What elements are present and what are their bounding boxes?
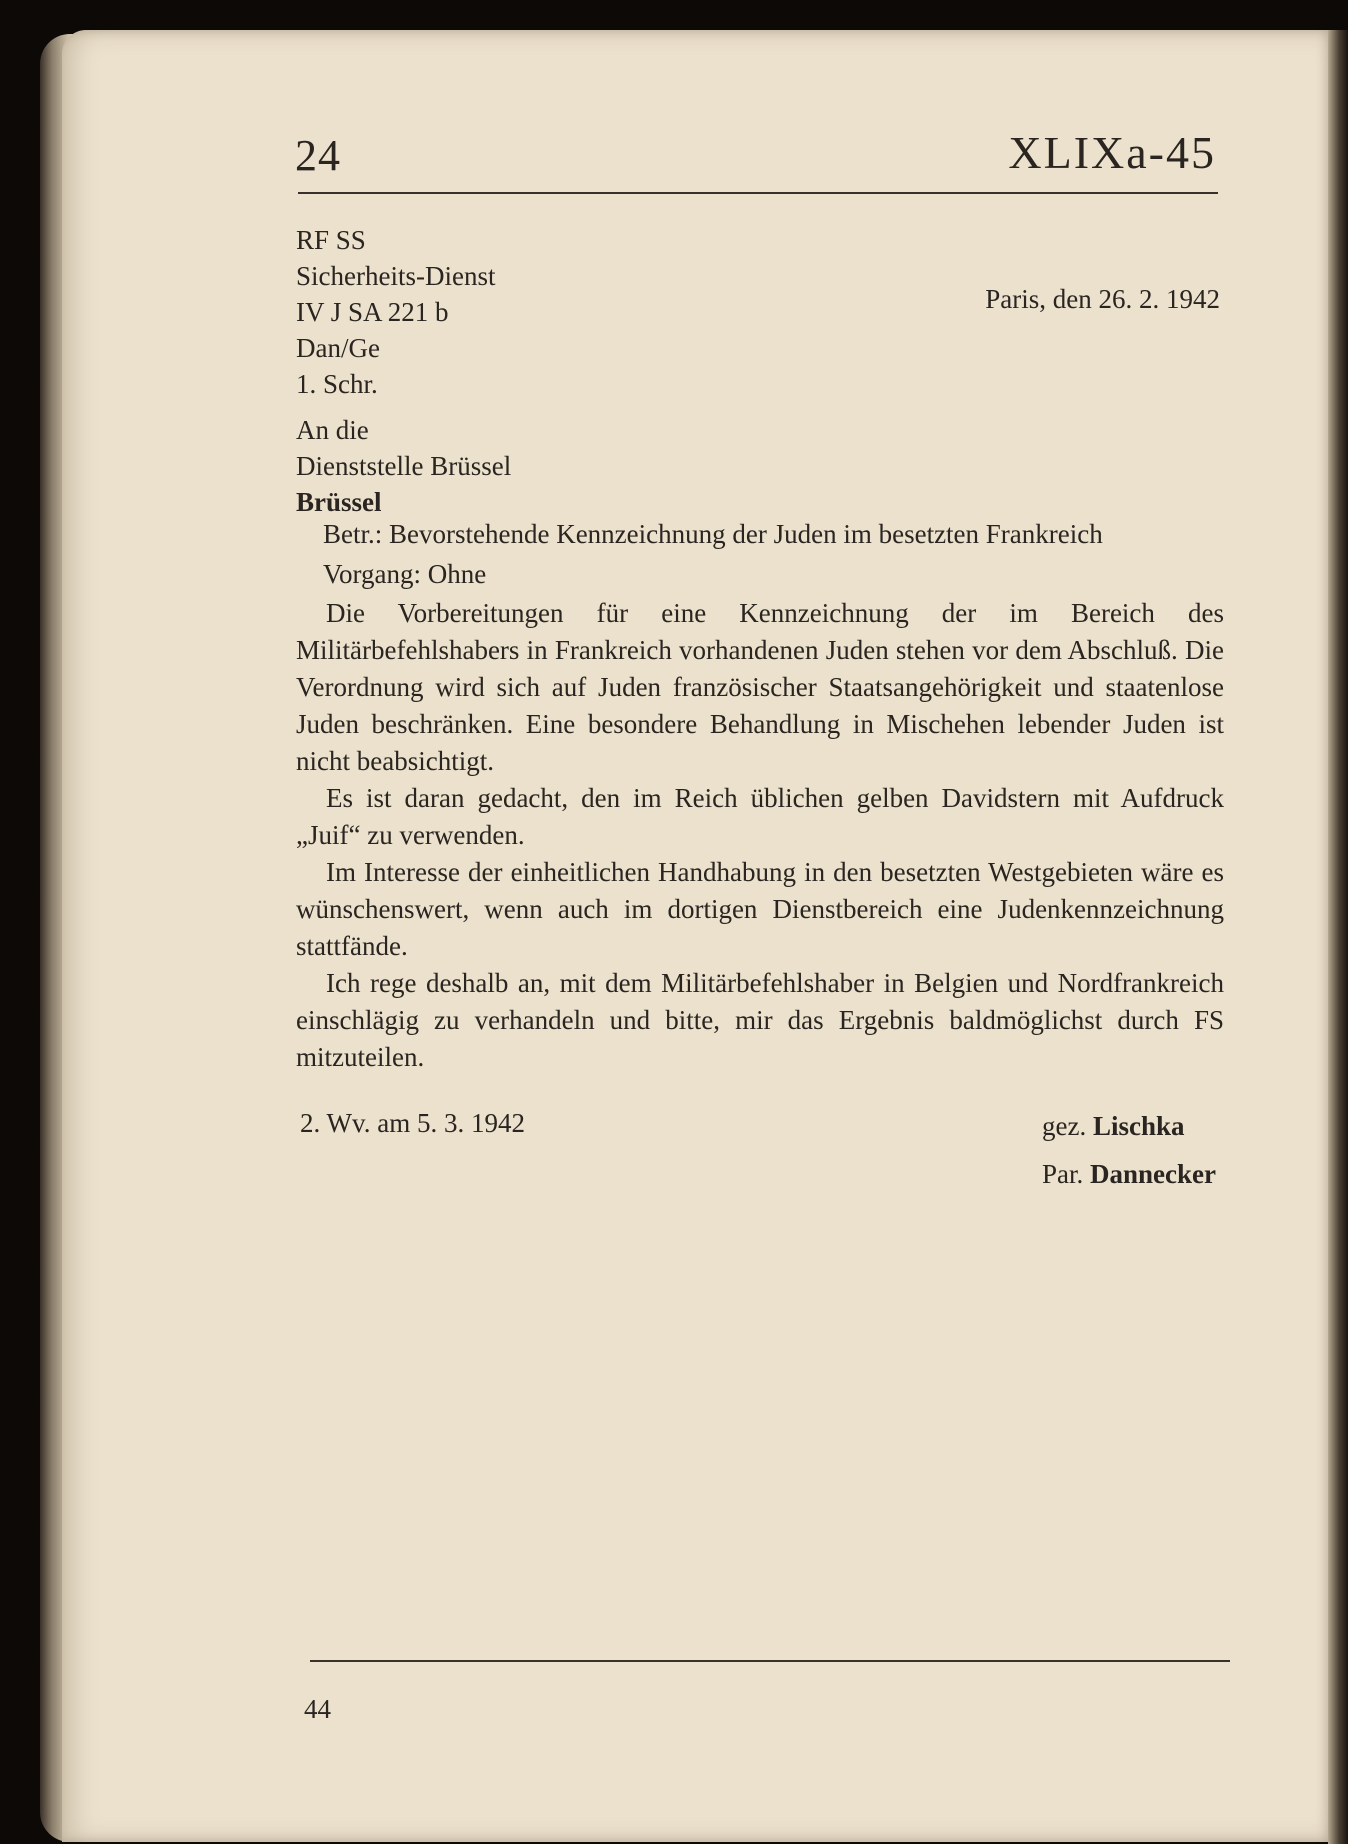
place-date: Paris, den 26. 2. 1942	[985, 284, 1220, 314]
signature-prefix: gez.	[1042, 1111, 1087, 1141]
sender-line: RF SS	[296, 225, 366, 255]
footer-page-number: 44	[304, 1694, 331, 1724]
header-rule	[298, 192, 1218, 194]
body-paragraph: Im Interesse der einheitlichen Handhabung in den besetzten Westgebieten wäre es wünschenswert, wenn auch im dortigen Dienstbereich eine Judenkennzeichnung stattfände.	[296, 857, 1224, 961]
sender-line: 1. Schr.	[296, 369, 378, 399]
body-paragraph: Ich rege deshalb an, mit dem Militärbefehlshaber in Belgien und Nordfrankreich einschlägig zu verhandeln und bitte, mir das Ergebnis baldmöglichst durch FS mitzuteilen.	[296, 968, 1224, 1072]
signature-prefix: Par.	[1042, 1159, 1084, 1189]
letter-body	[296, 595, 1224, 1076]
signature-name: Dannecker	[1090, 1159, 1216, 1189]
subject-line: Betr.: Bevorstehende Kennzeichnung der Juden im besetzten Frankreich	[323, 519, 1103, 549]
recipient-line: An die	[296, 415, 369, 445]
book-binding-edge	[1328, 30, 1348, 1844]
recipient-block	[296, 412, 511, 520]
document-code: XLIXa-45	[1008, 127, 1216, 178]
sender-line: IV J SA 221 b	[296, 297, 449, 327]
signature-name: Lischka	[1092, 1111, 1185, 1141]
sender-line: Sicherheits-Dienst	[296, 261, 496, 291]
signature-line	[1042, 1102, 1216, 1150]
body-paragraph: Es ist daran gedacht, den im Reich üblichen gelben Davidstern mit Aufdruck „Juif“ zu verwenden.	[296, 783, 1224, 850]
footer-rule	[310, 1660, 1230, 1662]
body-paragraph: Die Vorbereitungen für eine Kennzeichnung der im Bereich des Militärbefehlshabers in Frankreich vorhandenen Juden stehen vor dem Abschluß. Die Verordnung wird sich auf Juden französischer Staatsangehörigkeit und staatenlose Juden beschränken. Eine besondere Behandlung in Mischehen lebender Juden ist nicht beabsichtigt.	[296, 598, 1224, 776]
sender-block	[296, 222, 495, 402]
followup-note: 2. Wv. am 5. 3. 1942	[300, 1108, 525, 1138]
signature-block	[1042, 1102, 1216, 1198]
signature-line	[1042, 1150, 1216, 1198]
sender-line: Dan/Ge	[296, 333, 380, 363]
header-page-number: 24	[295, 131, 341, 180]
subject-block	[323, 514, 1103, 594]
recipient-city: Brüssel	[296, 487, 382, 517]
reference-line: Vorgang: Ohne	[323, 559, 487, 589]
recipient-line: Dienststelle Brüssel	[296, 451, 512, 481]
